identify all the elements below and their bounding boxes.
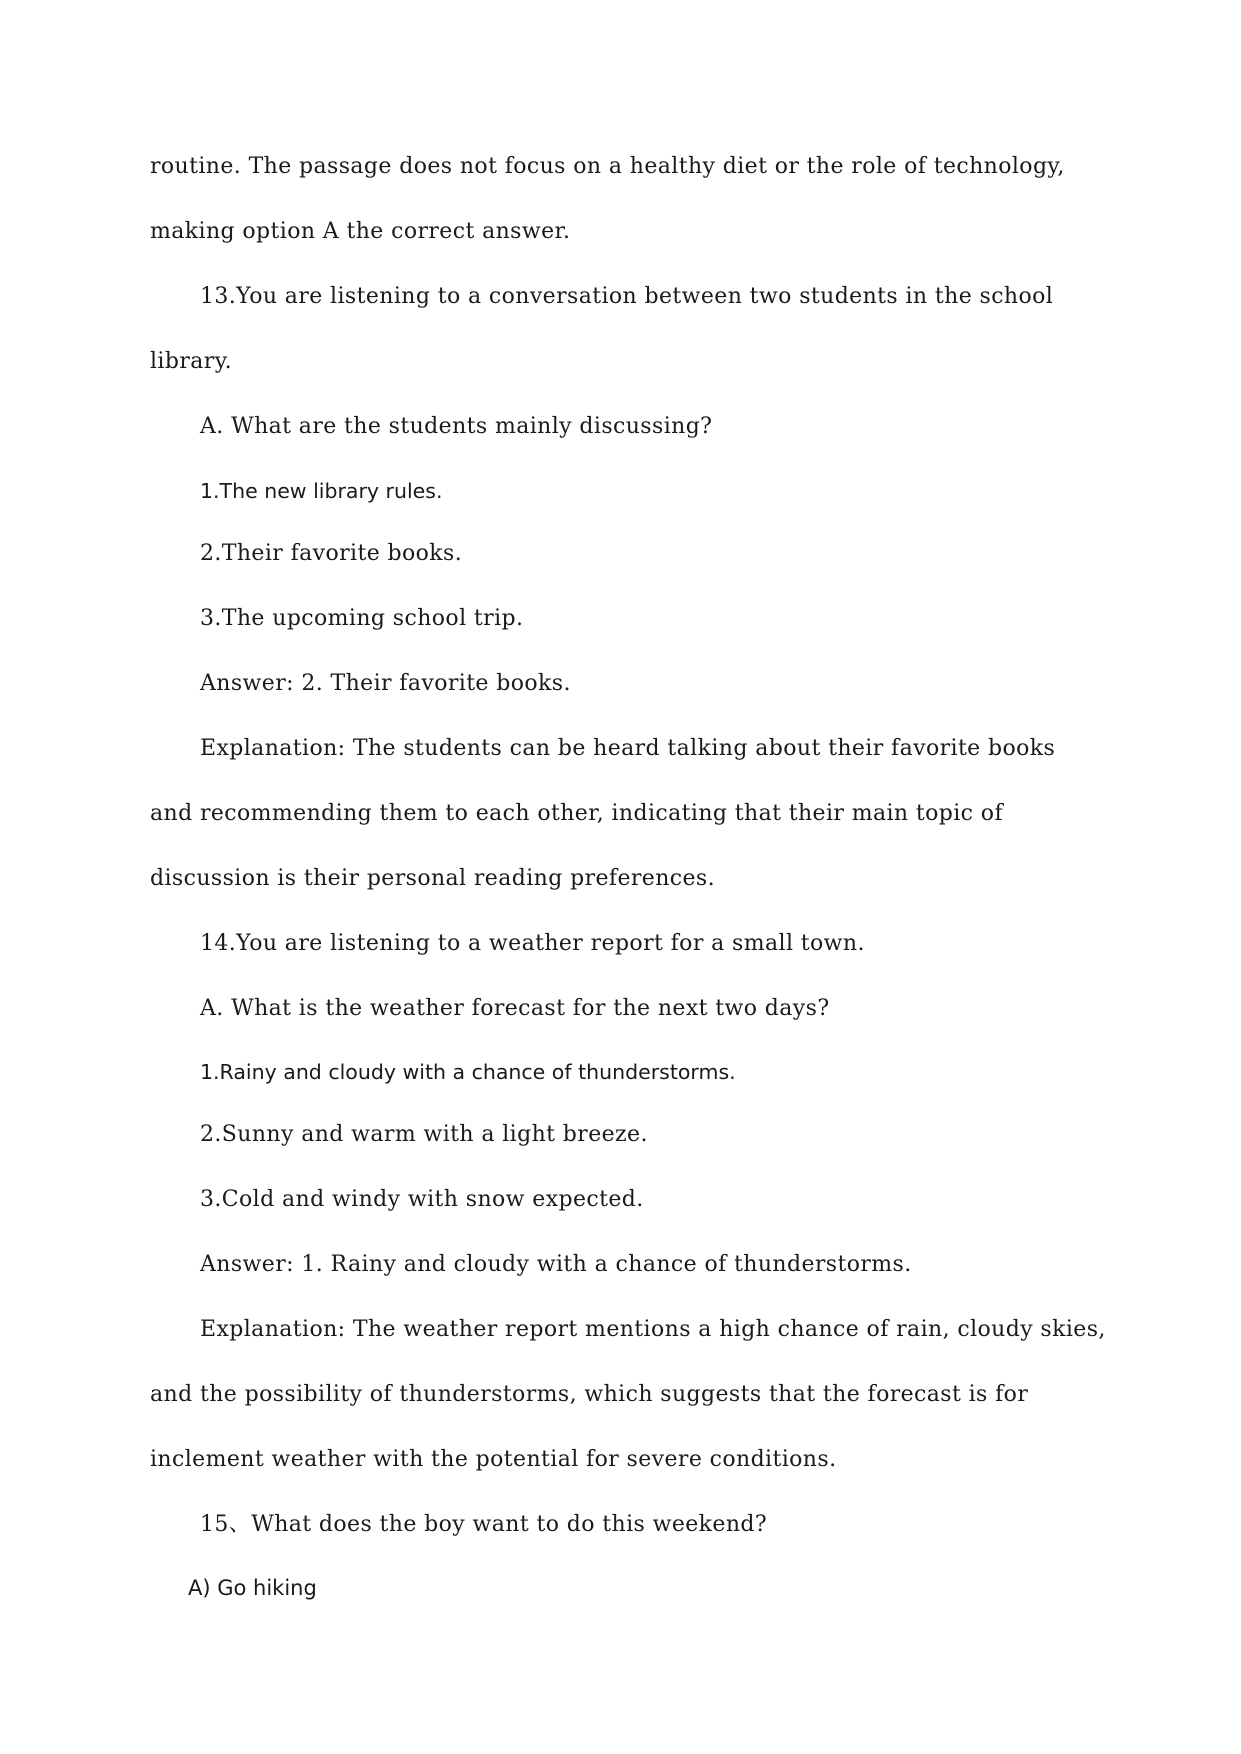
question-15-stem: 15、What does the boy want to do this weekend? <box>200 1512 768 1537</box>
question-14-answer: Answer: 1. Rainy and cloudy with a chance of thunderstorms. <box>200 1252 912 1277</box>
question-14-explanation-line-2: and the possibility of thunderstorms, which suggests that the forecast is for <box>150 1382 1029 1407</box>
paragraph-line: routine. The passage does not focus on a healthy diet or the role of technology, <box>150 154 1065 179</box>
question-13-stem-continued: library. <box>150 349 233 374</box>
question-14-stem: 14.You are listening to a weather report for a small town. <box>200 931 865 956</box>
question-13-option-2: 2.Their favorite books. <box>200 541 463 566</box>
question-13-answer: Answer: 2. Their favorite books. <box>200 671 571 696</box>
question-13-explanation-line-3: discussion is their personal reading preferences. <box>150 866 716 891</box>
question-14-option-3: 3.Cold and windy with snow expected. <box>200 1187 644 1212</box>
question-13-stem: 13.You are listening to a conversation between two students in the school <box>200 284 1054 309</box>
question-14-option-1: 1.Rainy and cloudy with a chance of thunderstorms. <box>200 1060 736 1084</box>
question-15-option-a: A) Go hiking <box>188 1576 317 1600</box>
paragraph-line: making option A the correct answer. <box>150 219 571 244</box>
question-13-explanation-line-2: and recommending them to each other, indicating that their main topic of <box>150 801 1003 826</box>
question-14-prompt: A. What is the weather forecast for the next two days? <box>200 996 830 1021</box>
question-14-explanation-line-3: inclement weather with the potential for severe conditions. <box>150 1447 837 1472</box>
question-13-option-1: 1.The new library rules. <box>200 479 443 503</box>
question-13-option-3: 3.The upcoming school trip. <box>200 606 524 631</box>
question-14-explanation: Explanation: The weather report mentions a high chance of rain, cloudy skies, <box>200 1317 1106 1342</box>
question-13-prompt: A. What are the students mainly discussing? <box>200 414 713 439</box>
question-14-option-2: 2.Sunny and warm with a light breeze. <box>200 1122 648 1147</box>
question-13-explanation: Explanation: The students can be heard talking about their favorite books <box>200 736 1056 761</box>
